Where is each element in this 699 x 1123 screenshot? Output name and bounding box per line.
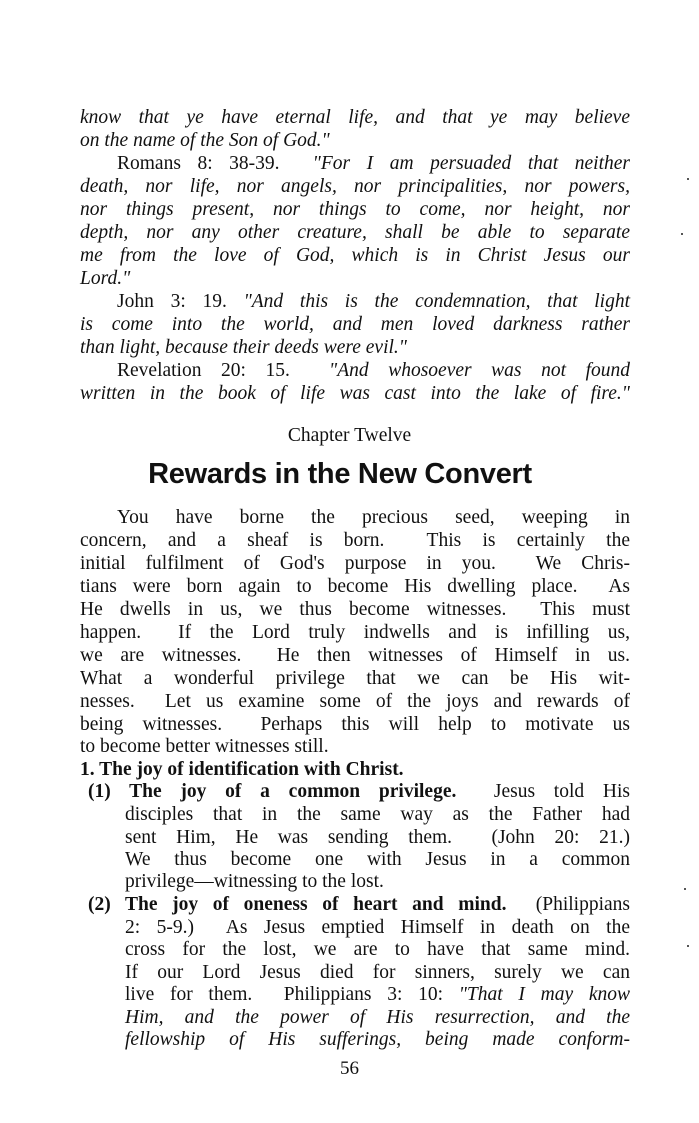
text-segment: What a wonderful privilege that we can be His wit- — [80, 668, 630, 689]
text-line — [125, 917, 630, 939]
text-segment: (1) The joy of a common privilege. — [88, 781, 457, 802]
scan-speck — [687, 178, 689, 180]
text-line — [117, 360, 630, 382]
text-line — [80, 576, 630, 598]
scan-speck — [681, 233, 683, 235]
text-segment: death, nor life, nor angels, nor principalities, nor powers, — [80, 176, 630, 197]
text-segment: Lord." — [80, 268, 131, 289]
text-line — [125, 962, 630, 984]
text-line — [80, 199, 630, 221]
text-segment: "And this is the condemnation, that light — [243, 291, 630, 312]
text-segment: "For I am persuaded that neither — [312, 153, 630, 174]
text-line — [125, 1029, 630, 1051]
page-number: 56 — [340, 1058, 359, 1079]
text-line — [125, 871, 525, 893]
text-segment: You have borne the precious seed, weeping in — [117, 507, 630, 528]
text-segment: is come into the world, and men loved darkness rather — [80, 314, 630, 335]
text-line — [88, 781, 630, 803]
text-line — [125, 827, 630, 849]
text-segment: cross for the lost, we are to have that same mind. — [125, 939, 630, 960]
text-line — [80, 599, 630, 621]
text-line — [125, 1007, 630, 1029]
text-line — [88, 894, 630, 916]
text-line — [80, 553, 630, 575]
text-line — [80, 337, 480, 359]
text-segment: me from the love of God, which is in Christ Jesus our — [80, 245, 630, 266]
chapter-title: Rewards in the New Convert — [148, 458, 532, 490]
text-segment: nesses. Let us examine some of the joys and rewards of — [80, 691, 630, 712]
text-line — [80, 759, 480, 781]
text-line — [80, 222, 630, 244]
text-segment: "That I may know — [458, 984, 630, 1005]
text-segment: Him, and the power of His resurrection, and the — [125, 1007, 630, 1028]
text-segment: John 3: 19. — [117, 291, 244, 312]
scan-speck — [684, 888, 686, 890]
text-line — [125, 849, 630, 871]
text-segment: 2: 5-9.) As Jesus emptied Himself in death on the — [125, 917, 630, 938]
text-segment: fellowship of His sufferings, being made conform- — [125, 1029, 630, 1050]
text-line — [125, 939, 630, 961]
text-line — [125, 804, 630, 826]
text-segment: know that ye have eternal life, and that ye may believe — [80, 107, 630, 128]
text-segment: nor things present, nor things to come, nor height, nor — [80, 199, 630, 220]
text-segment: "And whosoever was not found — [329, 360, 630, 381]
text-line — [80, 130, 380, 152]
chapter-label: Chapter Twelve — [287, 425, 412, 446]
text-segment: depth, nor any other creature, shall be able to separate — [80, 222, 630, 243]
text-segment: If our Lord Jesus died for sinners, surely we can — [125, 962, 630, 983]
text-line — [80, 176, 630, 198]
text-segment: we are witnesses. He then witnesses of Himself in us. — [80, 645, 630, 666]
text-segment: Romans 8: 38-39. — [117, 153, 313, 174]
text-segment: initial fulfilment of God's purpose in you. We Chris- — [80, 553, 630, 574]
text-segment: We thus become one with Jesus in a common — [125, 849, 630, 870]
text-line — [80, 530, 630, 552]
text-segment: Jesus told His — [456, 781, 630, 802]
text-segment: on the name of the Son of God." — [80, 130, 330, 151]
text-segment: to become better witnesses still. — [80, 736, 329, 757]
text-line — [125, 984, 630, 1006]
text-line — [117, 153, 630, 175]
text-segment: concern, and a sheaf is born. This is certainly the — [80, 530, 630, 551]
text-line — [80, 691, 630, 713]
text-line — [80, 736, 480, 758]
text-line — [117, 291, 630, 313]
text-line — [80, 245, 630, 267]
text-line — [80, 314, 630, 336]
text-segment: than light, because their deeds were evil." — [80, 337, 407, 358]
text-segment: disciples that in the same way as the Father had — [125, 804, 630, 825]
text-line — [80, 622, 630, 644]
text-line — [117, 507, 630, 529]
text-segment: tians were born again to become His dwelling place. As — [80, 576, 630, 597]
text-line — [80, 714, 630, 736]
text-line — [80, 268, 160, 290]
text-segment: He dwells in us, we thus become witnesses. This must — [80, 599, 630, 620]
text-line — [80, 383, 630, 405]
text-segment: privilege—witnessing to the lost. — [125, 871, 384, 892]
scan-speck — [687, 945, 689, 947]
text-segment: written in the book of life was cast into the lake of fire." — [80, 383, 630, 404]
text-segment: (Philippians — [506, 894, 630, 915]
text-line — [80, 107, 630, 129]
text-line — [80, 668, 630, 690]
text-segment: (2) The joy of oneness of heart and mind. — [88, 894, 507, 915]
text-segment: 1. The joy of identification with Christ. — [80, 759, 404, 780]
text-segment: being witnesses. Perhaps this will help to motivate us — [80, 714, 630, 735]
text-line — [80, 645, 630, 667]
text-segment: live for them. Philippians 3: 10: — [125, 984, 459, 1005]
text-segment: Revelation 20: 15. — [117, 360, 330, 381]
text-segment: sent Him, He was sending them. (John 20: 21.) — [125, 827, 630, 848]
text-segment: happen. If the Lord truly indwells and is infilling us, — [80, 622, 630, 643]
